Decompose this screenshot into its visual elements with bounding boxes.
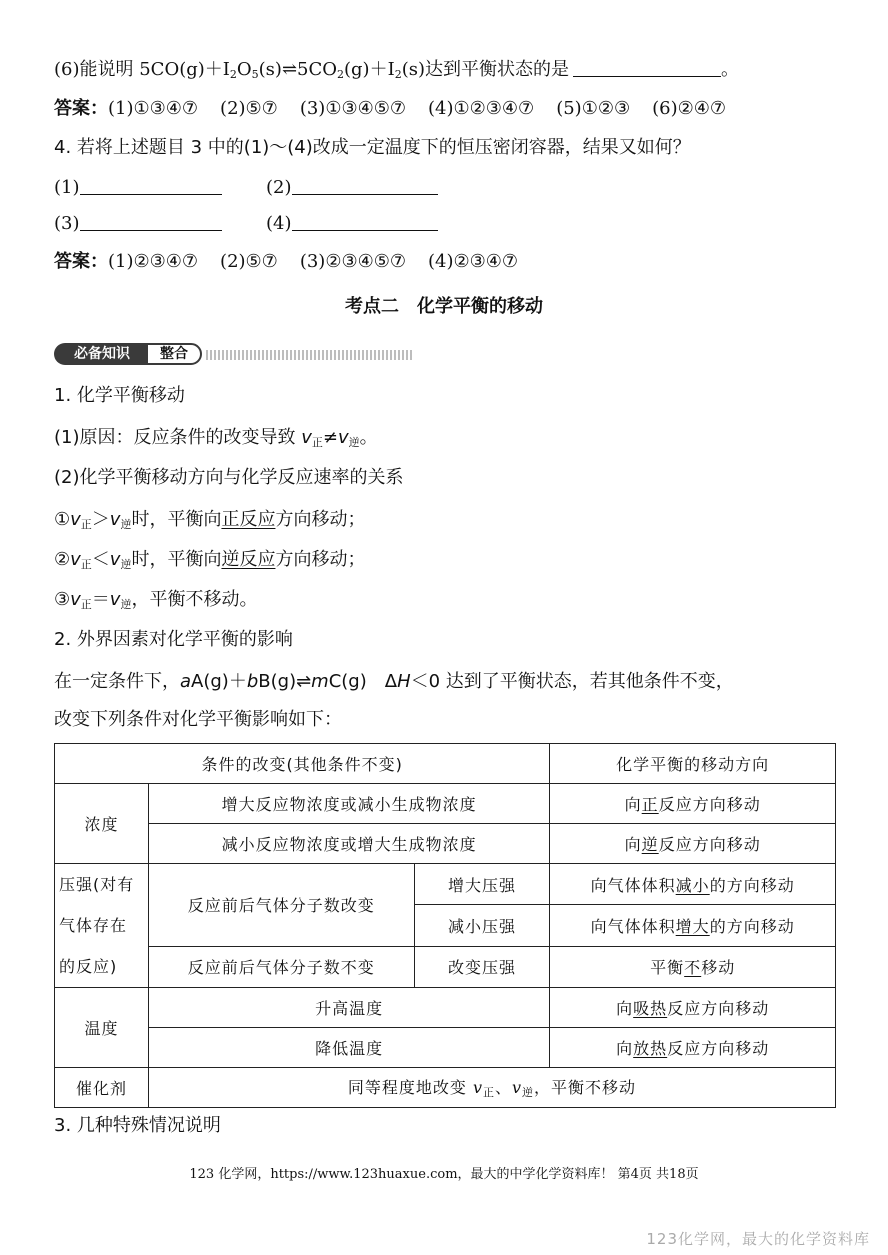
coef-b: b: [246, 671, 259, 692]
fill-item-1: [54, 176, 222, 200]
fill-label-3: (3): [54, 213, 80, 234]
table-header: 化学平衡的移动方向: [550, 744, 836, 784]
answer-2-item: (2)⑤⑦: [220, 251, 278, 272]
case-3-num: ③: [54, 589, 71, 610]
knowledge-banner: [54, 343, 414, 365]
table-cell: 催化剂: [55, 1068, 149, 1108]
q6-text-1: (6)能说明 5CO(g)＋I: [54, 59, 230, 80]
page-footer: 123 化学网，https://www.123huaxue.com，最大的中学化学资料库！ 第4页 共18页: [189, 1167, 699, 1182]
table-cell: 升高温度: [148, 988, 549, 1028]
question-6: [54, 58, 739, 87]
table-row: [55, 824, 836, 864]
v-symbol: v: [70, 509, 81, 530]
result-text: 向气体体积: [590, 875, 676, 895]
result-underlined: 不: [684, 958, 702, 978]
table-row: [55, 744, 836, 784]
cond-text-2: A(g)＋: [191, 671, 247, 692]
not-equal: ≠: [322, 427, 338, 448]
answer-2-item: (4)②③④⑦: [428, 251, 519, 272]
answer-1-item: (3)①③④⑤⑦: [299, 98, 407, 119]
table-cell: [550, 905, 836, 946]
table-cell: [550, 824, 836, 864]
v-sub-forward: 正: [80, 598, 92, 611]
condition-line: [54, 670, 734, 694]
result-underlined: 吸热: [633, 999, 668, 1018]
v-sub-forward: 正: [482, 1086, 495, 1099]
q6-sub-3: 2: [337, 68, 345, 81]
case-2-underlined: 逆反应: [221, 549, 276, 570]
result-text: 移动: [701, 958, 736, 978]
heading-2: 2. 外界因素对化学平衡的影响: [54, 629, 293, 650]
answer-1-item: (4)①②③④⑦: [428, 98, 535, 119]
result-text: 反应方向移动: [658, 795, 761, 814]
case-1: [54, 508, 365, 537]
table-cell: 增大反应物浓度或减小生成物浓度: [148, 784, 549, 824]
q6-text-3: (s)⇌5CO: [258, 59, 338, 80]
fill-blank-2: [292, 176, 438, 195]
table-row: [55, 1028, 836, 1068]
table-row: [55, 946, 836, 987]
enthalpy-h: H: [397, 671, 411, 692]
cond-text-1: 在一定条件下，: [54, 671, 180, 692]
result-underlined: 放热: [633, 1039, 668, 1058]
table-cell: 降低温度: [148, 1028, 549, 1068]
result-text: 向: [624, 795, 642, 814]
v-sub-reverse: 逆: [348, 436, 360, 449]
fill-item-4: [266, 212, 438, 236]
equilibrium-table: [54, 743, 836, 1108]
fill-label-4: (4): [266, 213, 292, 234]
banner-stripe: [206, 350, 414, 360]
q6-sub-4: 2: [394, 68, 402, 81]
v-symbol: v: [301, 427, 312, 448]
banner-light-label: 整合: [146, 343, 202, 365]
v-sub-reverse: 逆: [120, 558, 132, 571]
case-2: [54, 548, 365, 577]
cause-line: [54, 426, 378, 455]
case-2-op: ＜: [91, 549, 110, 570]
case-3-op: ＝: [91, 589, 110, 610]
table-cell: 反应前后气体分子数不变: [148, 946, 414, 987]
result-text: 同等程度地改变: [347, 1078, 473, 1097]
result-text: 反应方向移动: [667, 1039, 770, 1058]
v-symbol: v: [512, 1078, 523, 1097]
result-text: ，平衡不移动: [534, 1078, 637, 1097]
result-underlined: 正: [641, 795, 659, 814]
answer-1-item: (1)①③④⑦: [108, 98, 199, 119]
q6-sub-2: 5: [251, 68, 259, 81]
table-row: [55, 784, 836, 824]
v-symbol: v: [109, 509, 121, 530]
table-cell: 改变压强: [414, 946, 550, 987]
result-underlined: 减小: [675, 875, 710, 895]
cause-text: (1)原因：反应条件的改变导致: [54, 427, 302, 448]
table-cell: [550, 946, 836, 987]
table-row: [55, 1068, 836, 1108]
answer-2-row: [54, 250, 518, 274]
cond-text-5: ＜0 达到了平衡状态，若其他条件不变，: [410, 671, 734, 692]
answer-2-label: 答案：: [54, 251, 108, 272]
case-2-mid: 时，平衡向: [131, 549, 222, 570]
fill-blank-3: [80, 212, 222, 231]
case-2-end: 方向移动；: [275, 549, 366, 570]
v-symbol: v: [70, 589, 81, 610]
fill-label-2: (2): [266, 177, 292, 198]
q6-answer-blank: [573, 58, 721, 77]
fill-label-1: (1): [54, 177, 80, 198]
cause-end: 。: [359, 427, 378, 448]
cond-text-4: C(g) Δ: [328, 671, 398, 692]
table-row: [55, 864, 836, 905]
v-sub-reverse: 逆: [522, 1086, 535, 1099]
q6-sub-1: 2: [229, 68, 237, 81]
table-cell: [550, 988, 836, 1028]
table-cell: 减小压强: [414, 905, 550, 946]
result-text: 反应方向移动: [667, 999, 770, 1018]
result-text: 的方向移动: [709, 916, 795, 936]
q6-text-4: (g)＋I: [344, 59, 395, 80]
coef-m: m: [311, 671, 329, 692]
fill-blank-4: [292, 212, 438, 231]
table-cell: [148, 1068, 835, 1108]
question-4: 4. 若将上述题目 3 中的(1)～(4)改成一定温度下的恒压密闭容器，结果又如何？: [54, 137, 691, 158]
case-1-mid: 时，平衡向: [131, 509, 222, 530]
result-text: 向气体体积: [590, 916, 676, 936]
table-cell: 减小反应物浓度或增大生成物浓度: [148, 824, 549, 864]
v-symbol: v: [70, 549, 81, 570]
case-1-end: 方向移动；: [275, 509, 366, 530]
result-text: 反应方向移动: [658, 835, 761, 854]
table-cell: 压强(对有气体存在的反应): [55, 864, 149, 988]
v-symbol: v: [337, 427, 349, 448]
relation-line: (2)化学平衡移动方向与化学反应速率的关系: [54, 467, 404, 488]
case-3-end: ，平衡不移动。: [131, 589, 258, 610]
fill-item-3: [54, 212, 222, 236]
answer-1-item: (6)②④⑦: [652, 98, 727, 119]
table-header: 条件的改变(其他条件不变): [55, 744, 550, 784]
case-1-underlined: 正反应: [221, 509, 276, 530]
case-2-num: ②: [54, 549, 71, 570]
answer-1-row: [54, 97, 726, 121]
table-cell: [550, 864, 836, 905]
table-cell: [550, 784, 836, 824]
table-cell: 反应前后气体分子数改变: [148, 864, 414, 947]
v-sub-forward: 正: [80, 558, 92, 571]
answer-1-item: (5)①②③: [556, 98, 631, 119]
case-3: [54, 588, 257, 617]
v-symbol: v: [472, 1078, 483, 1097]
result-text: 向: [616, 1039, 634, 1058]
result-text: 、: [494, 1078, 512, 1097]
q6-text-2: O: [236, 59, 252, 80]
q6-end: 。: [721, 59, 739, 80]
answer-2-item: (3)②③④⑤⑦: [299, 251, 407, 272]
v-sub-reverse: 逆: [120, 598, 132, 611]
v-sub-reverse: 逆: [120, 518, 132, 531]
table-intro: 改变下列条件对化学平衡影响如下：: [54, 709, 342, 730]
table-cell: 浓度: [55, 784, 149, 864]
q6-text-5: (s)达到平衡状态的是: [401, 59, 569, 80]
v-sub-forward: 正: [311, 436, 323, 449]
heading-3: 3. 几种特殊情况说明: [54, 1115, 221, 1136]
cond-text-3: B(g)⇌: [258, 671, 312, 692]
case-1-op: ＞: [91, 509, 110, 530]
case-1-num: ①: [54, 509, 71, 530]
result-underlined: 逆: [641, 835, 659, 854]
table-row: [55, 988, 836, 1028]
table-cell: 温度: [55, 988, 149, 1068]
table-cell: 增大压强: [414, 864, 550, 905]
v-sub-forward: 正: [80, 518, 92, 531]
result-text: 向: [624, 835, 642, 854]
v-symbol: v: [109, 589, 121, 610]
table-cell: [550, 1028, 836, 1068]
answer-2-item: (1)②③④⑦: [108, 251, 199, 272]
watermark: 123化学网，最大的化学资料库: [646, 1230, 870, 1248]
heading-1: 1. 化学平衡移动: [54, 385, 185, 406]
fill-item-2: [266, 176, 438, 200]
result-underlined: 增大: [675, 916, 710, 936]
result-text: 平衡: [650, 958, 685, 978]
banner-dark-label: 必备知识: [54, 343, 150, 365]
result-text: 的方向移动: [709, 875, 795, 895]
fill-blank-1: [80, 176, 222, 195]
result-text: 向: [616, 999, 634, 1018]
coef-a: a: [180, 671, 192, 692]
v-symbol: v: [109, 549, 121, 570]
answer-1-item: (2)⑤⑦: [220, 98, 278, 119]
answer-1-label: 答案：: [54, 98, 108, 119]
section-title: 考点二 化学平衡的移动: [345, 296, 543, 317]
